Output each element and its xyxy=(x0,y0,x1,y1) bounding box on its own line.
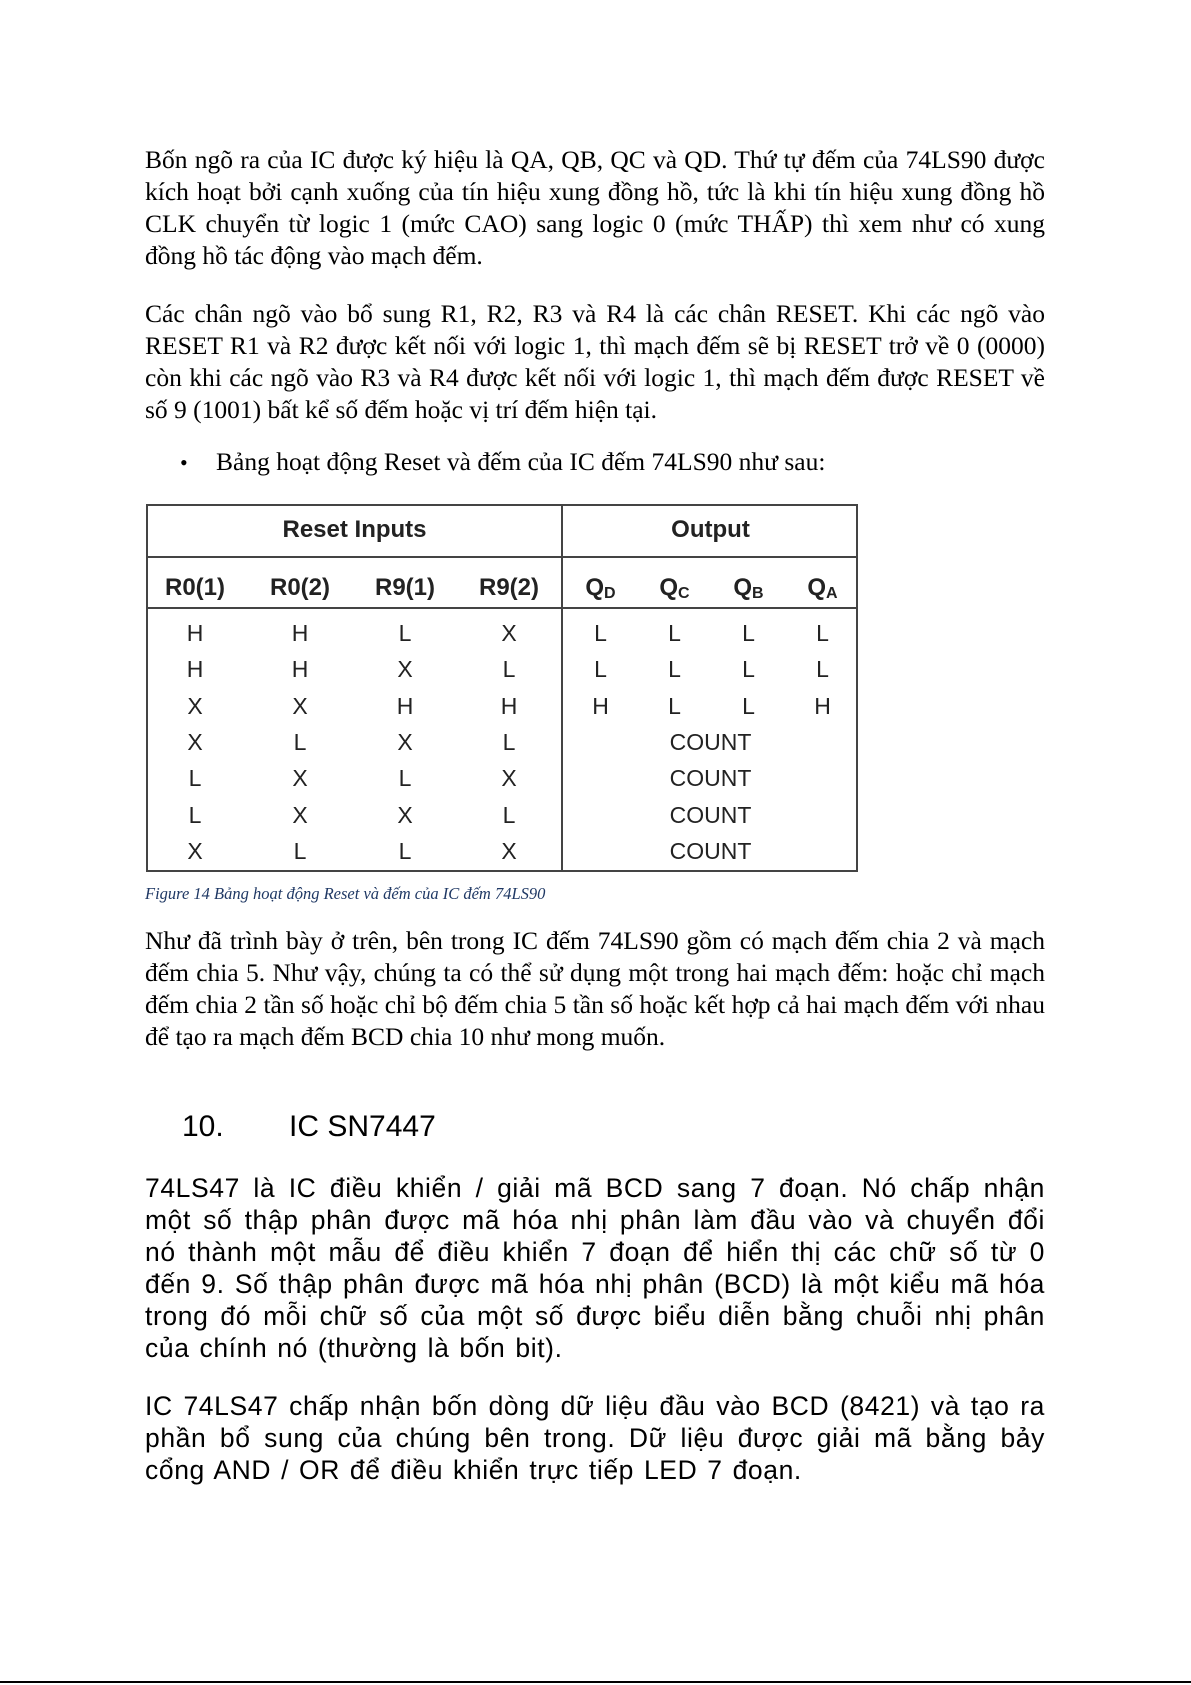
table-cell: L xyxy=(668,620,681,646)
table-cell: H xyxy=(291,620,309,646)
table-cell: X xyxy=(501,620,517,646)
paragraph-divide-counters: Như đã trình bày ở trên, bên trong IC đếm 74LS90 gồm có mạch đếm chia 2 và mạch đếm chia 5. Như vậy, chúng ta có thể sử dụng một trong hai mạch đếm: hoặc chỉ mạch đếm chia 2 tần số hoặc chỉ bộ đếm chia 5 tần số hoặc kết hợp cả hai mạch đếm với nhau để tạo ra mạch đếm BCD chia 10 như mong muốn. xyxy=(145,926,1045,1051)
col-header-r02: R0(2) xyxy=(269,574,330,601)
table-cell: L xyxy=(398,620,412,646)
col-header-qc: $Q_C$ xyxy=(659,574,690,602)
table-cell: L xyxy=(502,802,516,828)
bullet-item xyxy=(180,446,825,479)
table-cell: X xyxy=(501,838,517,864)
table-cell: H xyxy=(186,656,204,682)
paragraph-74ls47-intro: 74LS47 là IC điều khiển / giải mã BCD sang 7 đoạn. Nó chấp nhận một số thập phân được mã hóa nhị phân làm đầu vào và chuyển đổi nó thành một mẫu để điều khiển 7 đoạn để hiển thị các chữ số từ 0 đến 9. Số thập phân được mã hóa nhị phân (BCD) là một kiểu mã hóa trong đó mỗi chữ số của một số được biểu diễn bằng chuỗi nhị phân của chính nó (thường là bốn bit). xyxy=(145,1173,1045,1363)
col-header-qb: $Q_B$ xyxy=(733,574,764,602)
page-bottom-rule xyxy=(0,1681,1191,1683)
bullet-text: Bảng hoạt động Reset và đếm của IC đếm 74LS90 như sau: xyxy=(216,447,826,476)
table-cell: L xyxy=(502,729,516,755)
table-cell: L xyxy=(816,620,829,646)
table-cell: L xyxy=(293,838,307,864)
table-cell: X xyxy=(397,729,413,755)
table-group-divider xyxy=(148,556,856,558)
table-count-cell: COUNT xyxy=(669,802,752,828)
table-cell: L xyxy=(594,656,607,682)
table-cell: X xyxy=(292,802,308,828)
table-cell: L xyxy=(742,693,755,719)
col-header-r01: R0(1) xyxy=(164,574,225,601)
table-count-cell: COUNT xyxy=(669,765,752,791)
table-count-cell: COUNT xyxy=(669,838,752,864)
table-cell: L xyxy=(188,765,202,791)
table-cell: L xyxy=(742,656,755,682)
table-cell: X xyxy=(501,765,517,791)
table-cell: H xyxy=(592,693,609,719)
table-cell: H xyxy=(500,693,518,719)
table-cell: L xyxy=(816,656,829,682)
table-cell: X xyxy=(397,656,413,682)
table-cell: X xyxy=(292,693,308,719)
paragraph-reset-pins: Các chân ngõ vào bổ sung R1, R2, R3 và R4 là các chân RESET. Khi các ngõ vào RESET R1 và R2 được kết nối với logic 1, thì mạch đếm sẽ bị RESET trở về 0 (0000) còn khi các ngõ vào R3 và R4 được kết nối với logic 1, thì mạch đếm được RESET về số 9 (1001) bất kể số đếm hoặc vị trí đếm hiện tại. xyxy=(145,299,1045,424)
table-header-divider xyxy=(148,607,856,609)
bullet-icon: • xyxy=(180,450,188,475)
table-cell: L xyxy=(188,802,202,828)
section-heading xyxy=(182,1109,436,1145)
table-cell: L xyxy=(668,693,681,719)
table-cell: L xyxy=(594,620,607,646)
section-title: IC SN7447 xyxy=(289,1110,436,1143)
table-cell: L xyxy=(502,656,516,682)
col-header-qd: $Q_D$ xyxy=(585,574,616,602)
reset-inputs-group-header: Reset Inputs xyxy=(282,516,427,543)
table-cell: L xyxy=(668,656,681,682)
table-cell: H xyxy=(291,656,309,682)
section-number: 10. xyxy=(182,1110,224,1143)
table-cell: X xyxy=(187,693,203,719)
output-group-header: Output xyxy=(671,516,750,543)
table-cell: X xyxy=(187,838,203,864)
table-cell: X xyxy=(187,729,203,755)
reset-count-table xyxy=(146,504,858,872)
table-cell: H xyxy=(814,693,831,719)
paragraph-qa-qd-outputs: Bốn ngõ ra của IC được ký hiệu là QA, QB, QC và QD. Thứ tự đếm của 74LS90 được kích hoạt bởi cạnh xuống của tín hiệu xung đồng hồ, tức là khi tín hiệu xung đồng hồ CLK chuyển từ logic 1 (mức CAO) sang logic 0 (mức THẤP) thì xem như có xung đồng hồ tác động vào mạch đếm. xyxy=(145,145,1045,270)
table-cell: L xyxy=(293,729,307,755)
table-cell: L xyxy=(398,838,412,864)
table-cell: X xyxy=(397,802,413,828)
table-cell: X xyxy=(292,765,308,791)
table-cell: H xyxy=(186,620,204,646)
table-cell: H xyxy=(396,693,414,719)
figure-caption: Figure 14 Bảng hoạt động Reset và đếm của IC đếm 74LS90 xyxy=(145,884,546,903)
table-cell: L xyxy=(742,620,755,646)
paragraph-74ls47-decoding: IC 74LS47 chấp nhận bốn dòng dữ liệu đầu vào BCD (8421) và tạo ra phần bổ sung của chúng bên trong. Dữ liệu được giải mã bằng bảy cổng AND / OR để điều khiển trực tiếp LED 7 đoạn. xyxy=(145,1391,1045,1485)
col-header-r92: R9(2) xyxy=(478,574,539,601)
table-cell: L xyxy=(398,765,412,791)
table-count-cell: COUNT xyxy=(669,729,752,755)
col-header-r91: R9(1) xyxy=(374,574,435,601)
col-header-qa: $Q_A$ xyxy=(807,574,838,602)
